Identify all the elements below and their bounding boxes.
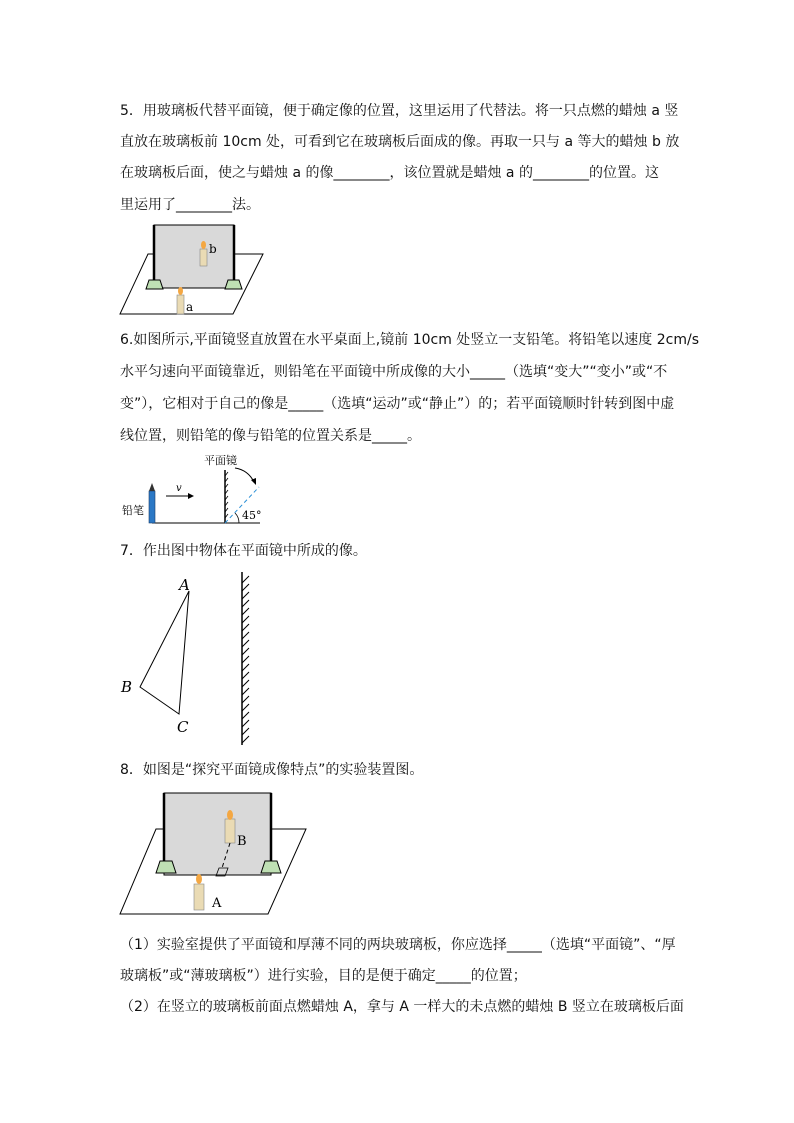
triangle-abc: [140, 591, 189, 714]
q6-pencil-mirror-figure: [118, 452, 278, 528]
label-A: A: [179, 576, 190, 594]
label-C: C: [177, 718, 189, 736]
right-stand: [261, 861, 281, 873]
rotation-arrow: [235, 468, 254, 482]
glass-plate: [164, 793, 271, 875]
q8-experiment-setup-figure: [118, 790, 313, 916]
q7-triangle-mirror-figure: [115, 568, 260, 748]
label-B: B: [121, 678, 133, 696]
label-a: a: [186, 300, 194, 314]
label-mirror: 平面镜: [204, 454, 237, 467]
label-b: b: [209, 242, 217, 256]
label-A: A: [212, 896, 222, 911]
q8-sub1-line-1: （1）实验室提供了平面镜和厚薄不同的两块玻璃板，你应选择_____（选填“平面镜”、“厚: [120, 937, 676, 953]
glass-plate: [154, 225, 234, 288]
q5-text-line-1: 5．用玻璃板代替平面镜，便于确定像的位置，这里运用了代替法。将一只点燃的蜡烛 a 竖: [120, 103, 679, 119]
q8-text: 8．如图是“探究平面镜成像特点”的实验装置图。: [120, 762, 424, 778]
q7-text: 7．作出图中物体在平面镜中所成的像。: [120, 543, 367, 559]
q6-text-line-2: 水平匀速向平面镜靠近，则铅笔在平面镜中所成像的大小_____（选填“变大”“变小”或“不: [120, 364, 668, 380]
label-B: B: [237, 834, 247, 849]
candle-b-flame: [201, 241, 206, 249]
candle-B-flame: [227, 810, 233, 820]
pencil: [149, 491, 155, 523]
label-angle: 45°: [242, 509, 262, 522]
q8-sub1-line-2: 玻璃板”或“薄玻璃板”）进行实验，目的是便于确定_____的位置；: [120, 968, 527, 984]
candle-B: [225, 819, 235, 843]
q5-text-line-4: 里运用了________法。: [120, 197, 260, 213]
right-stand: [225, 280, 242, 289]
candle-a: [177, 295, 184, 314]
label-v: v: [176, 483, 182, 494]
candle-b: [200, 249, 207, 266]
label-pencil: 铅笔: [122, 504, 144, 517]
q5-text-line-3: 在玻璃板后面，使之与蜡烛 a 的像________，该位置就是蜡烛 a 的________的位置。这: [120, 165, 659, 181]
candle-A: [194, 884, 204, 910]
q5-text-line-2: 直放在玻璃板前 10cm 处，可看到它在玻璃板后面成的像。再取一只与 a 等大的蜡烛 b 放: [120, 134, 680, 150]
q8-sub2-line: （2）在竖立的玻璃板前面点燃蜡烛 A，拿与 A 一样大的未点燃的蜡烛 B 竖立在玻璃板后面: [120, 999, 684, 1015]
q6-text-line-3: 变”），它相对于自己的像是_____（选填“运动”或“静止”）的；若平面镜顺时针转到图中虚: [120, 396, 675, 412]
candle-a-flame: [178, 287, 183, 295]
angle-arc: [235, 513, 239, 523]
left-stand: [156, 861, 176, 873]
mirror-hatching: [242, 576, 249, 743]
left-stand: [146, 280, 163, 289]
q6-text-line-1: 6.如图所示,平面镜竖直放置在水平桌面上,镜前 10cm 处竖立一支铅笔。将铅笔以速度 2cm/s: [120, 332, 700, 348]
q5-glass-plate-figure: [118, 222, 268, 318]
candle-A-flame: [196, 874, 202, 884]
q6-text-line-4: 线位置，则铅笔的像与铅笔的位置关系是_____。: [120, 428, 421, 444]
pencil-tip: [149, 483, 155, 491]
